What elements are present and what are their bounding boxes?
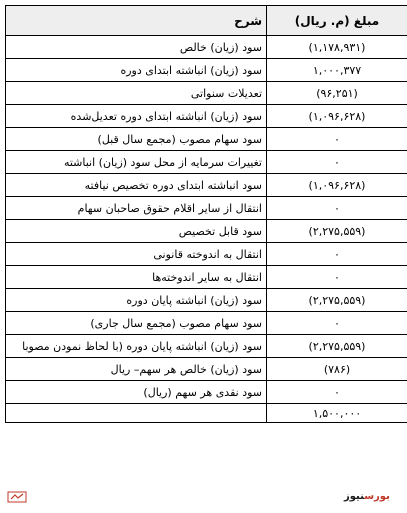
row-amount: ۰ xyxy=(267,197,407,220)
financial-table xyxy=(5,5,407,423)
brand-part-1: بورس xyxy=(364,491,390,502)
row-description: سود سهام مصوب (مجمع سال قبل) xyxy=(6,128,267,151)
row-amount: (۷۸۶) xyxy=(267,358,407,381)
row-description: تغییرات سرمایه از محل سود (زیان) انباشته xyxy=(6,151,267,174)
row-amount: (۲,۲۷۵,۵۵۹) xyxy=(267,289,407,312)
row-amount: ۰ xyxy=(267,151,407,174)
row-description: انتقال به اندوخته قانونی xyxy=(6,243,267,266)
row-description: سود (زیان) انباشته ابتدای دوره xyxy=(6,59,267,82)
row-description xyxy=(6,404,267,423)
table-row xyxy=(6,151,407,174)
table-row xyxy=(6,197,407,220)
row-description: سود (زیان) انباشته ابتدای دوره تعدیل‌شده xyxy=(6,105,267,128)
brand-part-2: نیوز xyxy=(344,491,365,502)
table-row xyxy=(6,335,407,358)
row-description: سود نقدی هر سهم (ریال) xyxy=(6,381,267,404)
row-amount: (۱,۱۷۸,۹۳۱) xyxy=(267,36,407,59)
row-amount: (۱,۰۹۶,۶۲۸) xyxy=(267,174,407,197)
row-amount: ۱,۵۰۰,۰۰۰ xyxy=(267,404,407,423)
table-header-row xyxy=(6,6,407,36)
row-description: انتقال به سایر اندوخته‌ها xyxy=(6,266,267,289)
table-row xyxy=(6,174,407,197)
table-row xyxy=(6,266,407,289)
row-amount: ۰ xyxy=(267,243,407,266)
header-amount: مبلغ (م. ریال) xyxy=(267,6,407,36)
row-amount: ۰ xyxy=(267,312,407,335)
table-row xyxy=(6,312,407,335)
row-amount: ۰ xyxy=(267,381,407,404)
row-amount: ۱,۰۰۰,۳۷۷ xyxy=(267,59,407,82)
table-row xyxy=(6,381,407,404)
table-row xyxy=(6,243,407,266)
row-description: سود (زیان) انباشته پایان دوره xyxy=(6,289,267,312)
row-amount: (۹۶,۲۵۱) xyxy=(267,82,407,105)
table-row xyxy=(6,128,407,151)
row-description: سود (زیان) انباشته پایان دوره (با لحاظ نمودن مصوبا xyxy=(6,335,267,358)
stamp-logo-icon xyxy=(7,490,27,504)
table-row xyxy=(6,59,407,82)
table-row xyxy=(6,36,407,59)
brand-watermark xyxy=(344,491,390,502)
table-body xyxy=(6,36,407,423)
row-description: سود (زیان) خالص xyxy=(6,36,267,59)
row-description: تعدیلات سنواتی xyxy=(6,82,267,105)
row-description: انتقال از سایر اقلام حقوق صاحبان سهام xyxy=(6,197,267,220)
row-amount: ۰ xyxy=(267,266,407,289)
table-row xyxy=(6,289,407,312)
header-description: شرح xyxy=(6,6,267,36)
row-amount: ۰ xyxy=(267,128,407,151)
table-row xyxy=(6,220,407,243)
table-row xyxy=(6,404,407,423)
row-amount: (۲,۲۷۵,۵۵۹) xyxy=(267,335,407,358)
table-row xyxy=(6,82,407,105)
table-row xyxy=(6,105,407,128)
table-row xyxy=(6,358,407,381)
row-amount: (۱,۰۹۶,۶۲۸) xyxy=(267,105,407,128)
row-description: سود انباشته ابتدای دوره تخصیص نیافته xyxy=(6,174,267,197)
row-description: سود قابل تخصیص xyxy=(6,220,267,243)
row-description: سود سهام مصوب (مجمع سال جاری) xyxy=(6,312,267,335)
row-amount: (۲,۲۷۵,۵۵۹) xyxy=(267,220,407,243)
row-description: سود (زیان) خالص هر سهم– ریال xyxy=(6,358,267,381)
